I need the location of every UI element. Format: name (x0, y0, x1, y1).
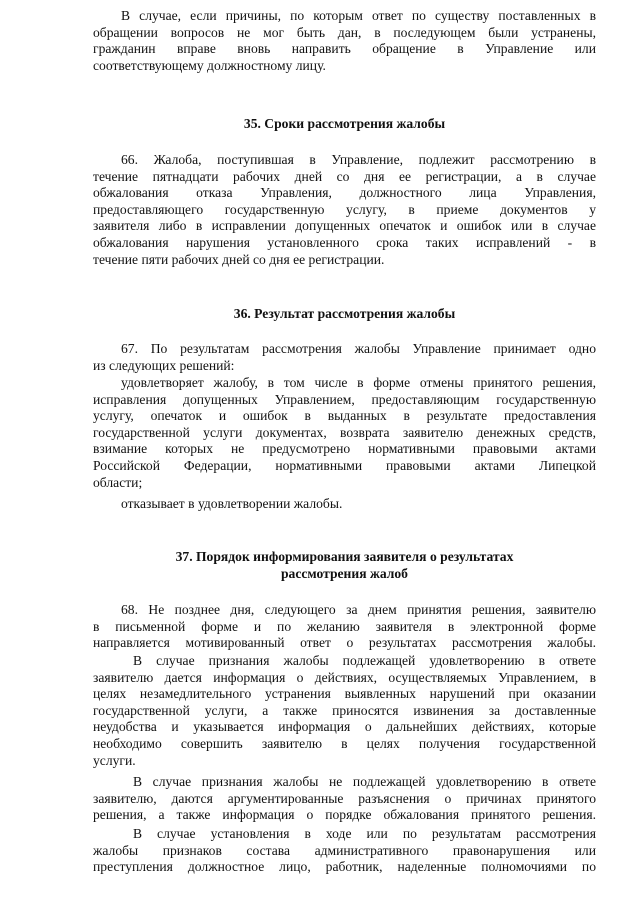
intro-paragraph (93, 8, 596, 74)
paragraph-satisfied (93, 653, 596, 769)
text-line: течение пяти рабочих дней со дня ее регистрации. (93, 251, 385, 267)
section-37-heading-line: 37. Порядок информирования заявителя о результатах (175, 549, 514, 564)
text-line: В случае признания жалобы подлежащей удовлетворению в ответе (133, 653, 596, 668)
section-37-heading (93, 549, 596, 582)
section-36-heading: 36. Результат рассмотрения жалобы (233, 306, 456, 321)
text-line: государственной услуги, а также приносятся извинения за доставленные (93, 702, 596, 718)
text-line: заявителю дается информация о действиях, осуществляемых Управлением, в (93, 669, 596, 685)
text-line: отказывает в удовлетворении жалобы. (121, 496, 343, 511)
text-line: взимание которых не предусмотрено нормативными правовыми актами (93, 441, 596, 457)
text-line: исправления допущенных Управлением, предоставляющим государственную (93, 391, 596, 407)
text-line: течение пятнадцати рабочих дней со дня ее регистрации, а в случае (93, 168, 596, 184)
paragraph-68 (93, 602, 596, 652)
text-line: гражданин вправе вновь направить обращение в Управление или (93, 41, 596, 57)
text-line: В случае признания жалобы не подлежащей удовлетворению в ответе (133, 774, 596, 789)
text-line: области; (93, 474, 143, 490)
text-line: 66. Жалоба, поступившая в Управление, подлежит рассмотрению в (121, 152, 596, 167)
text-line: обжалования отказа Управления, должностного лица Управления, (93, 185, 596, 201)
text-line: В случае, если причины, по которым ответ по существу поставленных в (121, 8, 596, 23)
text-line: заявителю, даются аргументированные разъяснения о причинах принятого (93, 790, 596, 806)
text-line: обжалования нарушения установленного срока таких исправлений - в (93, 234, 596, 250)
paragraph-rejected (93, 774, 596, 824)
section-37-heading-line: рассмотрения жалоб (281, 565, 408, 581)
text-line: из следующих решений: (93, 357, 235, 373)
text-line: заявителя либо в исправлении допущенных опечаток и ошибок или в случае (93, 218, 596, 234)
text-line: решения, а также информация о порядке обжалования принятого решения. (93, 807, 596, 823)
text-line: удовлетворяет жалобу, в том числе в форме отмены принятого решения, (121, 375, 596, 390)
text-line: в письменной форме и по желанию заявителя в электронной форме (93, 618, 596, 634)
decision-option-2 (93, 496, 596, 513)
text-line: 67. По результатам рассмотрения жалобы Управление принимает одно (121, 341, 596, 356)
text-line: государственной услуги документах, возврата заявителю денежных средств, (93, 424, 596, 440)
paragraph-66 (93, 152, 596, 268)
text-line: необходимо совершить заявителю в целях получения государственной (93, 735, 596, 751)
text-line: В случае установления в ходе или по результатам рассмотрения (133, 826, 596, 841)
text-line: Российской Федерации, нормативными правовыми актами Липецкой (93, 457, 596, 473)
text-line: предоставляющего государственную услугу, в приеме документов у (93, 201, 596, 217)
text-line: услугу, опечаток и ошибок в выданных в результате предоставления (93, 408, 596, 424)
text-line: жалобы признаков состава административного правонарушения или (93, 842, 596, 858)
paragraph-67 (93, 341, 596, 374)
text-line: целях незамедлительного устранения выявленных нарушений при оказании (93, 686, 596, 702)
section-35-heading: 35. Сроки рассмотрения жалобы (243, 116, 446, 131)
paragraph-violation (93, 826, 596, 876)
text-line: обращении вопросов не мог быть дан, в последующем были устранены, (93, 24, 596, 40)
text-line: услуги. (93, 752, 136, 768)
text-line: соответствующему должностному лицу. (93, 57, 326, 73)
text-line: неудобства и указывается информация о дальнейших действиях, которые (93, 719, 596, 735)
text-line: направляется мотивированный ответ о результатах рассмотрения жалобы. (93, 635, 596, 651)
decision-option-1 (93, 375, 596, 491)
text-line: преступления должностное лицо, работник, наделенные полномочиями по (93, 859, 596, 875)
text-line: 68. Не позднее дня, следующего за днем принятия решения, заявителю (121, 602, 596, 617)
